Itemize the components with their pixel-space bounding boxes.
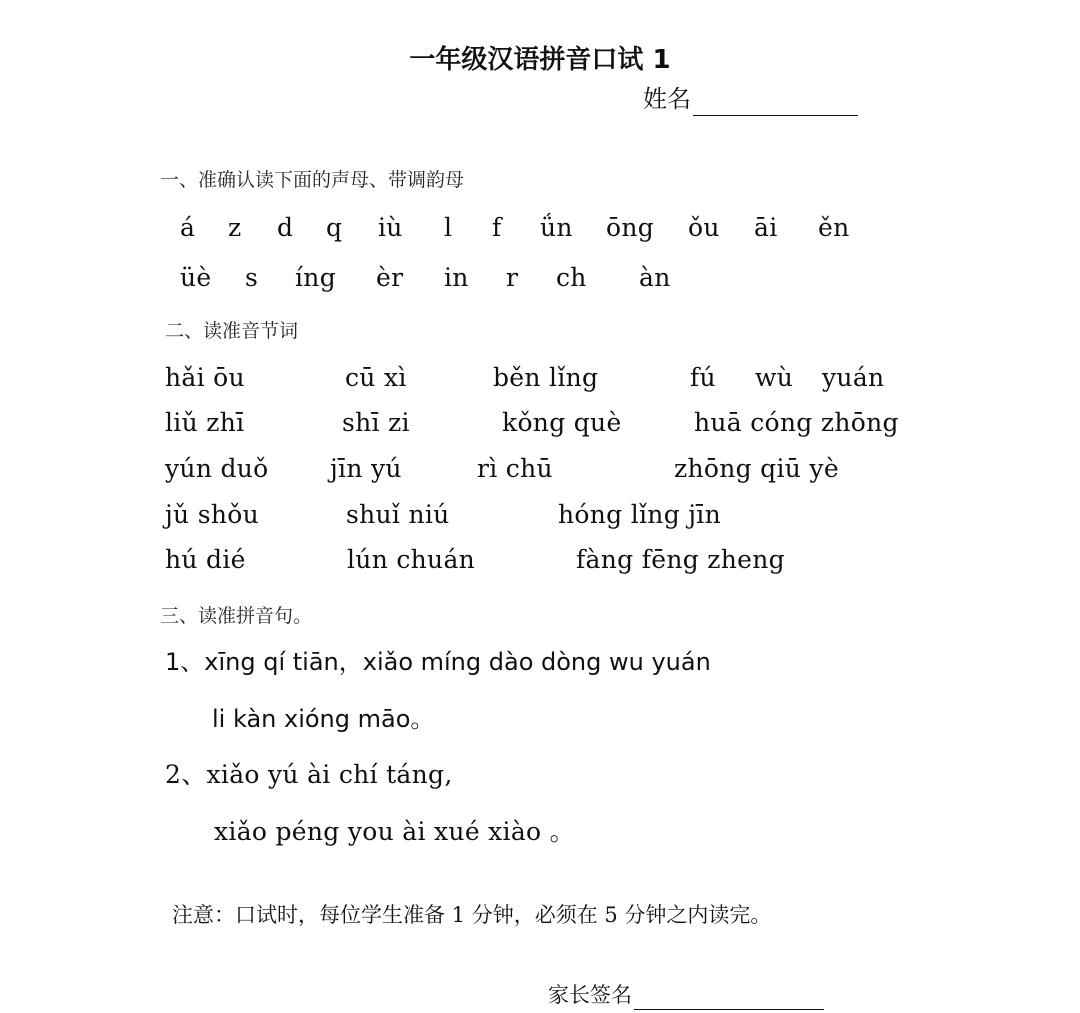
syllable-item: ěn bbox=[818, 213, 850, 242]
syllable-item: r bbox=[506, 263, 519, 292]
word-item: zhōng qiū yè bbox=[674, 454, 839, 483]
word-item: yún duǒ bbox=[165, 454, 269, 483]
syllable-item: ōng bbox=[606, 213, 655, 242]
word-item: hú dié bbox=[165, 545, 246, 574]
word-item: liǔ zhī bbox=[165, 408, 245, 437]
sentence1-line2: li kàn xióng māo。 bbox=[212, 705, 435, 733]
syllable-item: z bbox=[228, 213, 242, 242]
signature-underline bbox=[634, 983, 824, 1010]
section3-heading: 三、读准拼音句。 bbox=[160, 605, 313, 627]
signature-label: 家长签名 bbox=[548, 983, 632, 1007]
syllable-item: in bbox=[444, 263, 469, 292]
syllable-item: f bbox=[492, 213, 502, 242]
syllable-item: íng bbox=[295, 263, 337, 292]
sentence2-line2: xiǎo péng you ài xué xiào 。 bbox=[214, 817, 575, 846]
word-item: hóng lǐng jīn bbox=[558, 500, 721, 529]
syllable-item: āi bbox=[754, 213, 778, 242]
section2-heading: 二、读准音节词 bbox=[165, 320, 299, 342]
word-item: běn lǐng bbox=[493, 363, 599, 392]
word-item: fú bbox=[690, 363, 716, 392]
word-item: huā cóng zhōng bbox=[694, 408, 899, 437]
syllable-item: á bbox=[180, 213, 196, 242]
word-item: jǔ shǒu bbox=[165, 500, 259, 529]
word-item: hǎi ōu bbox=[165, 363, 245, 392]
sentence1-line1: 1、xīng qí tiān，xiǎo míng dào dòng wu yuán bbox=[165, 648, 711, 676]
student-name-field bbox=[643, 82, 858, 116]
parent-signature-field bbox=[548, 980, 824, 1010]
word-item: yuán bbox=[822, 363, 885, 392]
word-item: cū xì bbox=[345, 363, 407, 392]
word-item: shuǐ niú bbox=[346, 500, 450, 529]
word-item: lún chuán bbox=[347, 545, 476, 574]
word-item: shī zi bbox=[342, 408, 410, 437]
word-item: wù bbox=[755, 363, 794, 392]
syllable-item: d bbox=[277, 213, 294, 242]
syllable-item: èr bbox=[376, 263, 404, 292]
word-item: fàng fēng zheng bbox=[576, 545, 785, 574]
name-label: 姓名 bbox=[643, 85, 691, 113]
syllable-item: ǒu bbox=[688, 213, 720, 242]
syllable-item: ch bbox=[556, 263, 587, 292]
syllable-item: àn bbox=[639, 263, 671, 292]
section1-heading: 一、准确认读下面的声母、带调韵母 bbox=[160, 169, 465, 191]
word-item: kǒng què bbox=[502, 408, 622, 437]
sentence2-line1: 2、xiǎo yú ài chí táng, bbox=[165, 760, 453, 789]
syllable-item: iù bbox=[378, 213, 403, 242]
exam-note: 注意：口试时，每位学生准备 1 分钟，必须在 5 分钟之内读完。 bbox=[172, 903, 772, 927]
syllable-item: ǘn bbox=[540, 213, 573, 242]
page-title: 一年级汉语拼音口试 1 bbox=[409, 45, 671, 75]
syllable-item: l bbox=[444, 213, 453, 242]
name-underline bbox=[693, 87, 858, 116]
word-item: jīn yú bbox=[330, 454, 402, 483]
syllable-item: q bbox=[326, 213, 343, 242]
syllable-item: s bbox=[245, 263, 259, 292]
syllable-item: üè bbox=[180, 263, 212, 292]
word-item: rì chū bbox=[477, 454, 553, 483]
